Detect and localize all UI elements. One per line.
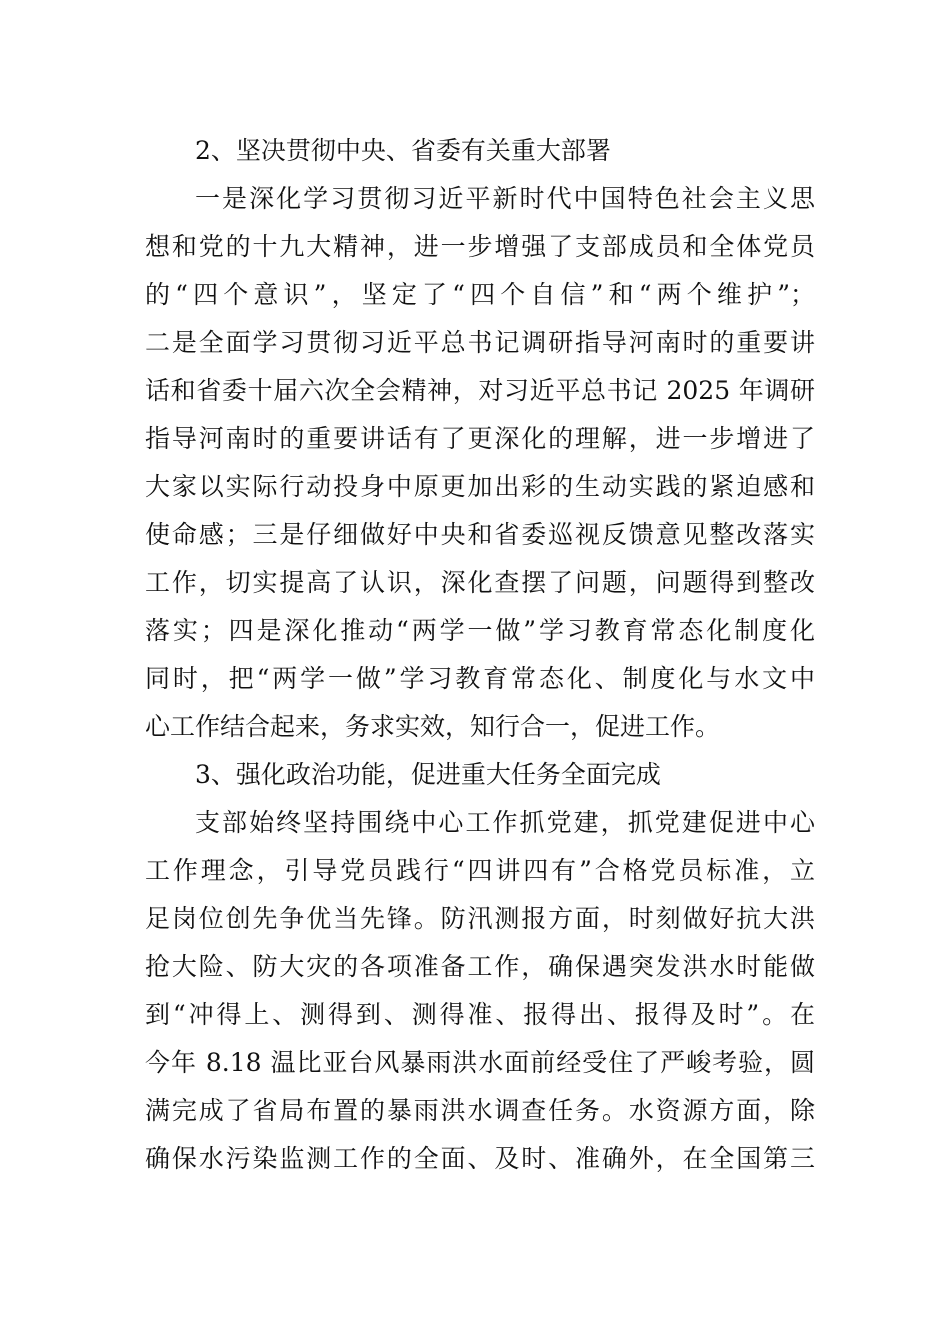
paragraph-line: 满完成了省局布置的暴雨洪水调查任务。水资源方面，除	[145, 1096, 815, 1125]
paragraph-line: 今年 8.18 温比亚台风暴雨洪水面前经受住了严峻考验，圆	[145, 1048, 815, 1077]
paragraph-line: 工作，切实提高了认识，深化查摆了问题，问题得到整改	[145, 568, 815, 597]
paragraph-line: 抢大险、防大灾的各项准备工作，确保遇突发洪水时能做	[145, 952, 815, 981]
paragraph-line: 的“四个意识”，坚定了“四个自信”和“两个维护”；	[145, 280, 815, 309]
paragraph-line: 心工作结合起来，务求实效，知行合一，促进工作。	[145, 712, 721, 741]
paragraph-line: 足岗位创先争优当先锋。防汛测报方面，时刻做好抗大洪	[145, 904, 815, 933]
section-heading-2: 2、坚决贯彻中央、省委有关重大部署	[195, 136, 611, 165]
paragraph-line: 使命感；三是仔细做好中央和省委巡视反馈意见整改落实	[145, 520, 815, 549]
paragraph-line: 支部始终坚持围绕中心工作抓党建，抓党建促进中心	[195, 808, 815, 837]
paragraph-line: 落实；四是深化推动“两学一做”学习教育常态化制度化	[145, 616, 815, 645]
paragraph-line: 同时，把“两学一做”学习教育常态化、制度化与水文中	[145, 664, 815, 693]
paragraph-line: 话和省委十届六次全会精神，对习近平总书记 2025 年调研	[145, 376, 815, 405]
paragraph-line: 确保水污染监测工作的全面、及时、准确外，在全国第三	[145, 1144, 815, 1173]
section-heading-3: 3、强化政治功能，促进重大任务全面完成	[195, 760, 661, 789]
paragraph-line: 工作理念，引导党员践行“四讲四有”合格党员标准，立	[145, 856, 815, 885]
paragraph-line: 想和党的十九大精神，进一步增强了支部成员和全体党员	[145, 232, 815, 261]
paragraph-line: 大家以实际行动投身中原更加出彩的生动实践的紧迫感和	[145, 472, 815, 501]
paragraph-line: 一是深化学习贯彻习近平新时代中国特色社会主义思	[195, 184, 815, 213]
paragraph-line: 到“冲得上、测得到、测得准、报得出、报得及时”。在	[145, 1000, 815, 1029]
paragraph-line: 二是全面学习贯彻习近平总书记调研指导河南时的重要讲	[145, 328, 815, 357]
paragraph-line: 指导河南时的重要讲话有了更深化的理解，进一步增进了	[145, 424, 815, 453]
